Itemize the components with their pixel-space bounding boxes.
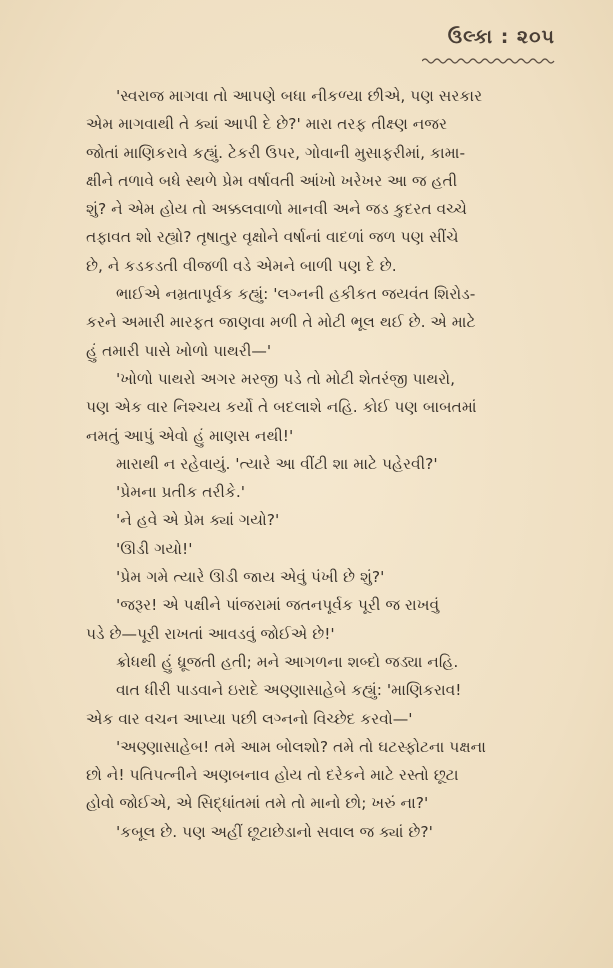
text-line: 'પ્રેમના પ્રતીક તરીકે.'	[116, 483, 246, 502]
text-line: જોતાં માણિકરાવે કહ્યું. ટેકરી ઉપર, ગોવાની મુસાફરીમાં, કામા-	[86, 143, 466, 162]
header-wavy-rule	[422, 57, 557, 65]
text-line: એક વાર વચન આપ્યા પછી લગ્નનો વિચ્છેદ કરવો—'	[86, 709, 413, 728]
text-line: ક્ષીને તળાવે બધે સ્થળે પ્રેમ વર્ષાવતી આંખો ખરેખર આ જ હતી	[86, 171, 458, 190]
text-line: એમ માગવાથી તે ક્યાં આપી દે છે?' મારા તરફ તીક્ષ્ણ નજર	[86, 115, 447, 134]
text-line: 'ને હવે એ પ્રેમ ક્યાં ગયો?'	[116, 511, 280, 530]
text-line: વાત ધીરી પાડવાને ઇરાદે અણ્ણાસાહેબે કહ્યું: 'માણિકરાવ!	[116, 681, 462, 700]
text-line: કરને અમારી મારફત જાણવા મળી તે મોટી ભૂલ થઈ છે. એ માટે	[86, 313, 476, 332]
text-line: શું? ને એમ હોય તો અક્કલવાળો માનવી અને જડ કુદરત વચ્ચે	[86, 200, 467, 219]
body-text	[86, 82, 556, 846]
text-line: 'સ્વરાજ માગવા તો આપણે બધા નીકળ્યા છીએ, પણ સરકાર	[116, 87, 483, 105]
text-line: 'જરૂર! એ પક્ષીને પાંજરામાં જતનપૂર્વક પૂરી જ રાખવું	[116, 596, 440, 615]
text-line: 'પ્રેમ ગમે ત્યારે ઊડી જાય એવું પંખી છે શું?'	[116, 568, 385, 587]
text-line: નમતું આપું એવો હું માણસ નથી!'	[86, 426, 294, 445]
text-line: 'ઊડી ગયો!'	[116, 539, 193, 558]
text-line: છે, ને કડકડતી વીજળી વડે એમને બાળી પણ દે છે.	[86, 256, 397, 275]
text-line: તફાવત શો રહ્યો? તૃષાતુર વૃક્ષોને વર્ષાનાં વાદળાં જળ પણ સીંચે	[86, 228, 459, 247]
text-line: મારાથી ન રહેવાયું. 'ત્યારે આ વીંટી શા માટે પહેરવી?'	[116, 454, 438, 473]
running-header: ઉલ્કા : ૨૦૫	[447, 26, 555, 48]
text-line: 'ખોળો પાથરો અગર મરજી પડે તો મોટી શેતરંજી પાથરો,	[116, 369, 456, 388]
text-line: હું તમારી પાસે ખોળો પાથરી—'	[86, 341, 272, 360]
text-line: ક્રોધથી હું ધ્રૂજતી હતી; મને આગળના શબ્દો જડ્યા નહિ.	[116, 652, 459, 671]
text-line: પણ એક વાર નિશ્ચય કર્યો તે બદલાશે નહિ. કોઈ પણ બાબતમાં	[86, 398, 477, 417]
text-line: છો ને! પતિપત્નીને અણબનાવ હોય તો દરેકને માટે રસ્તો છૂટા	[86, 766, 459, 785]
text-line: 'અણ્ણાસાહેબ! તમે આમ બોલશો? તમે તો ઘટસ્ફોટના પક્ષના	[116, 737, 486, 756]
text-line: 'કબૂલ છે. પણ અહીં છૂટાછેડાનો સવાલ જ ક્યાં છે?'	[116, 822, 433, 841]
text-line: હોવો જોઈએ, એ સિદ્ધાંતમાં તમે તો માનો છો; ખરું ના?'	[86, 794, 429, 813]
text-line: પડે છે—પૂરી રાખતાં આવડવું જોઈએ છે!'	[86, 624, 335, 643]
text-line: ભાઈએ નમ્રતાપૂર્વક કહ્યું: 'લગ્નની હકીકત જયવંત શિરોડ-	[116, 285, 476, 304]
